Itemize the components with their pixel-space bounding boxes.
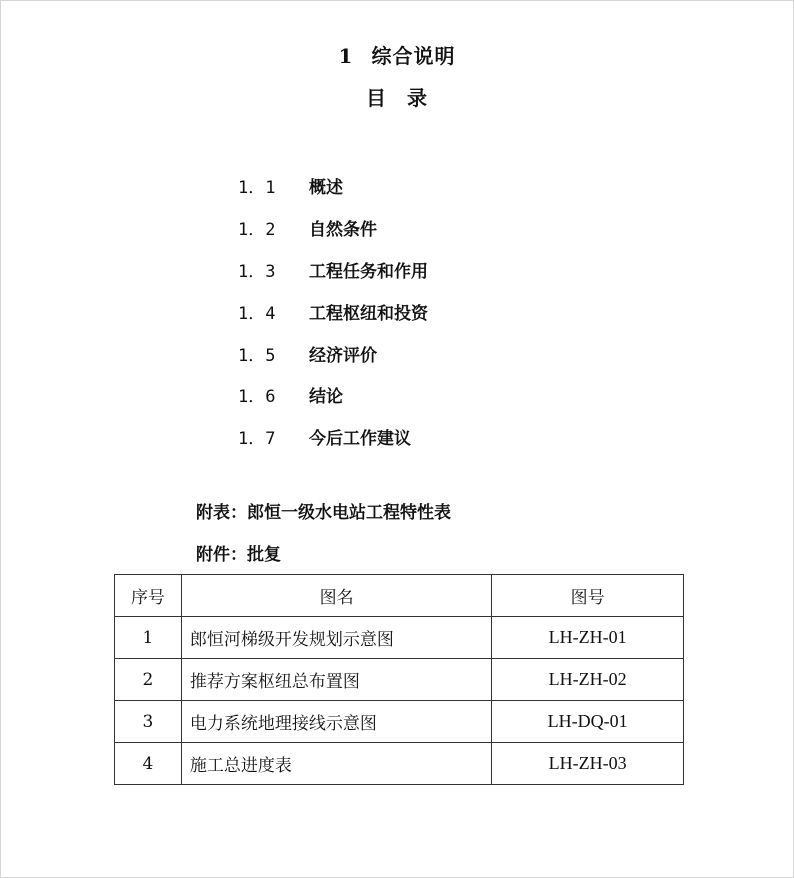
cell-name: 郎恒河梯级开发规划示意图 xyxy=(181,617,491,659)
toc-item[interactable] xyxy=(238,249,428,291)
drawings-table xyxy=(114,574,684,785)
appendix-attachment-line: 附件：批复 xyxy=(196,545,281,565)
toc-item-label: 自然条件 xyxy=(309,220,377,241)
toc-title-a: 目 xyxy=(366,86,387,110)
toc-item-number: 1．4 xyxy=(238,303,276,324)
toc-item-label: 工程枢纽和投资 xyxy=(309,303,428,324)
cell-name: 电力系统地理接线示意图 xyxy=(181,701,491,743)
cell-number: 2 xyxy=(115,659,182,701)
toc-item-number: 1．1 xyxy=(238,178,276,199)
cell-number: 4 xyxy=(115,743,182,785)
section-number: 1 xyxy=(338,44,354,68)
toc-item-label: 结论 xyxy=(309,387,343,408)
appendix-table-line: 附表：郎恒一级水电站工程特性表 xyxy=(196,503,451,523)
toc-heading xyxy=(0,82,794,111)
header-cell-code: 图号 xyxy=(492,575,684,617)
table-row xyxy=(115,659,684,701)
toc-item-label: 概述 xyxy=(309,178,343,199)
toc-item[interactable] xyxy=(238,374,428,416)
cell-code: LH-ZH-03 xyxy=(492,743,684,785)
cell-code: LH-ZH-02 xyxy=(492,659,684,701)
cell-number: 1 xyxy=(115,617,182,659)
section-heading xyxy=(0,40,794,69)
table-header-row xyxy=(115,575,684,617)
toc-item[interactable] xyxy=(238,207,428,249)
cell-number: 3 xyxy=(115,701,182,743)
cell-code: LH-ZH-01 xyxy=(492,617,684,659)
toc-item-label: 今后工作建议 xyxy=(309,429,411,450)
header-cell-name: 图名 xyxy=(181,575,491,617)
table-row xyxy=(115,617,684,659)
cell-name: 推荐方案枢纽总布置图 xyxy=(181,659,491,701)
table-row xyxy=(115,743,684,785)
toc-item-label: 工程任务和作用 xyxy=(309,261,428,282)
toc-title-b: 录 xyxy=(407,86,428,110)
toc-item-number: 1．6 xyxy=(238,387,276,408)
cell-name: 施工总进度表 xyxy=(181,743,491,785)
toc-item[interactable] xyxy=(238,290,428,332)
toc-item-number: 1．5 xyxy=(238,345,276,366)
toc-item[interactable] xyxy=(238,332,428,374)
toc-item-number: 1．2 xyxy=(238,220,276,241)
header-cell-number: 序号 xyxy=(115,575,182,617)
table-row xyxy=(115,701,684,743)
toc-item-number: 1．7 xyxy=(238,429,276,450)
toc-item-number: 1．3 xyxy=(238,261,276,282)
toc-list xyxy=(238,165,428,458)
toc-item[interactable] xyxy=(238,416,428,458)
cell-code: LH-DQ-01 xyxy=(492,701,684,743)
toc-item-label: 经济评价 xyxy=(309,345,377,366)
section-title: 综合说明 xyxy=(371,44,456,68)
toc-item[interactable] xyxy=(238,165,428,207)
